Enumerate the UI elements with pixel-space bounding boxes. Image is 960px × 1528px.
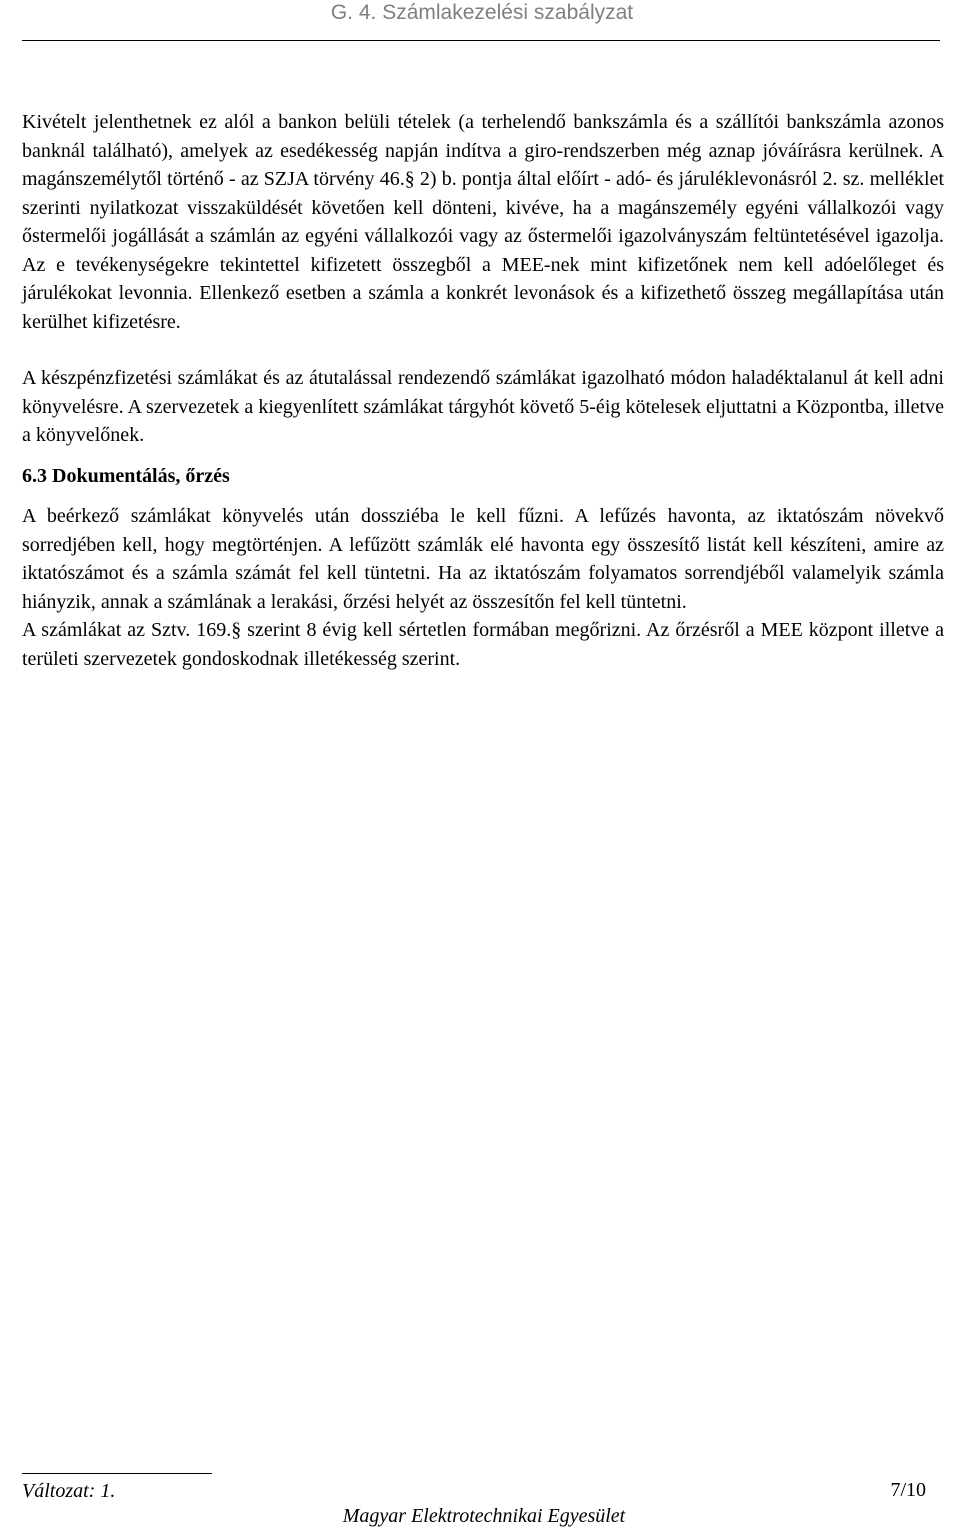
paragraph-cash-invoices: A készpénzfizetési számlákat és az átutalással rendezendő számlákat igazolható módon haladéktalanul át kell adni könyvelésre. A szervezetek a kiegyenlített számlákat tárgyhót követő 5-éig kötelesek eljuttatni a Központba, illetve a könyvelőnek. bbox=[22, 367, 944, 446]
paragraph-retention: A számlákat az Sztv. 169.§ szerint 8 évig kell sértetlen formában megőrizni. Az őrzésről a MEE központ illetve a területi szervezetek gondoskodnak illetékesség szerint. bbox=[22, 619, 944, 670]
footer-divider bbox=[22, 1473, 212, 1474]
paragraph-filing: A beérkező számlákat könyvelés után dossziéba le kell fűzni. A lefűzés havonta, az iktatószám növekvő sorredjében kell, hogy megtörténjen. A lefűzött számlák elé havonta egy összesítő listát kell készíteni, amire az iktatószámot és a számla számát fel kell tüntetni. Ha az iktatószám folyamatos sorrendjéből valamelyik számla hiányzik, annak a számlának a lerakási, őrzési helyét az összesítőn fel kell tüntetni. bbox=[22, 505, 944, 613]
page-number: 7/10 bbox=[890, 1479, 926, 1501]
header-divider bbox=[22, 40, 940, 41]
section-heading: 6.3 Dokumentálás, őrzés bbox=[22, 464, 230, 487]
paragraph-exceptions: Kivételt jelenthetnek ez alól a bankon belüli tételek (a terhelendő bankszámla és a szállítói bankszámla azonos banknál található), amelyek az esedékesség napján indítva a giro-rendszerben még aznap jóváírásra kerülnek. A magánszemélytől történő - az SZJA törvény 46.§ 2) b. pontja által előírt - adó- és járuléklevonásról 2. sz. melléklet szerinti nyilatkozat visszaküldését követően kell dönteni, kivéve, ha a magánszemély egyéni vállalkozói vagy őstermelői jogállását a számlán az egyéni vállalkozói vagy az őstermelői igazolványszám feltüntetésével igazolja. Az e tevékenységekre tekintettel kifizetett összegből a MEE-nek mint kifizetőnek nem kell adóelőleget és járulékokat levonnia. Ellenkező esetben a számla a konkrét levonások és a kifizethető összeg megállapítása után kerülhet kifizetésre. bbox=[22, 111, 944, 333]
footer-organization: Magyar Elektrotechnikai Egyesület bbox=[342, 1505, 626, 1527]
page-header-title: G. 4. Számlakezelési szabályzat bbox=[330, 1, 634, 24]
document-body bbox=[22, 108, 944, 673]
footer-version: Változat: 1. bbox=[22, 1480, 116, 1502]
